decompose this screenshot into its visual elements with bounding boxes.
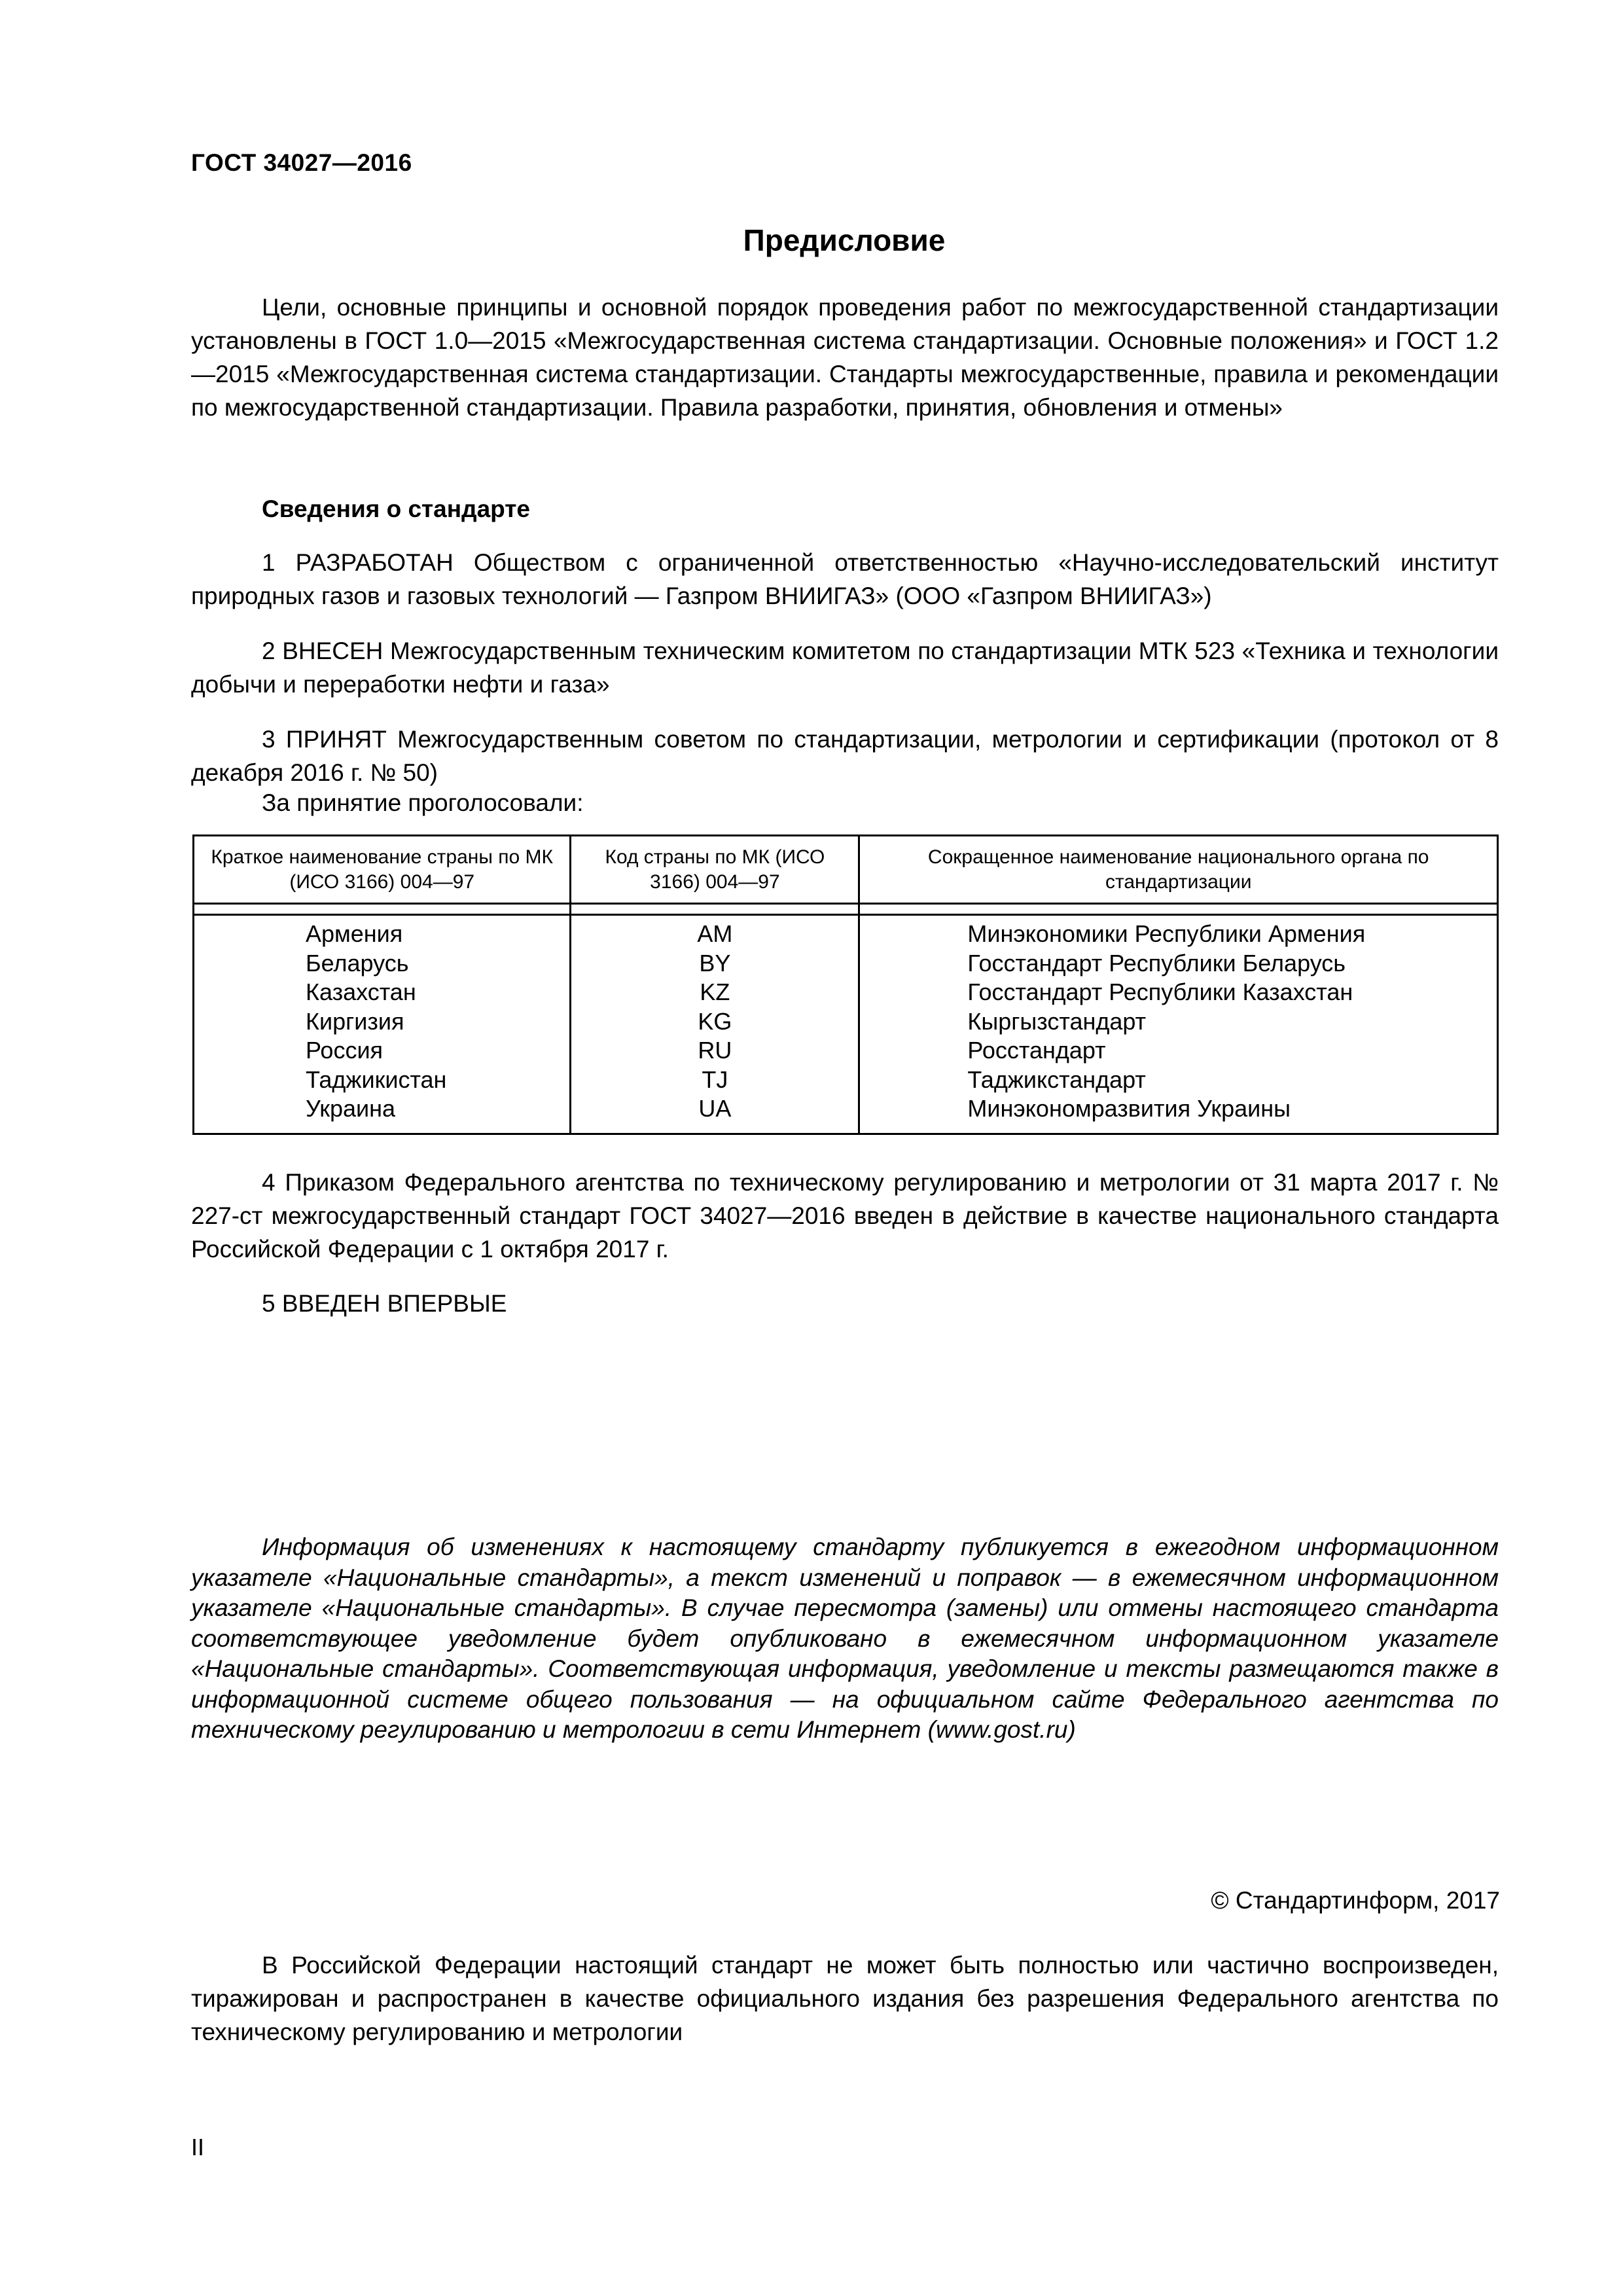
country-name: Армения [194, 915, 571, 949]
table-row [194, 915, 1498, 949]
standards-body: Кыргызстандарт [859, 1007, 1498, 1037]
standards-body: Минэкономики Республики Армения [859, 915, 1498, 949]
table-row [194, 1094, 1498, 1134]
info-item-developed: 1 РАЗРАБОТАН Обществом с ограниченной ответственностью «Научно-исследовательский институт природных газов и газовых технологий — Газпром ВНИИГАЗ» (ООО «Газпром ВНИИГАЗ») [191, 549, 1499, 609]
country-name: Украина [194, 1094, 571, 1134]
standards-body: Таджикстандарт [859, 1066, 1498, 1095]
standard-code-header: ГОСТ 34027—2016 [191, 149, 412, 176]
info-item-adopted: 3 ПРИНЯТ Межгосударственным советом по стандартизации, метрологии и сертификации (протокол от 8 декабря 2016 г. № 50) [191, 726, 1499, 786]
standards-body: Госстандарт Республики Беларусь [859, 949, 1498, 978]
voted-label: За принятие проголосовали: [262, 789, 584, 816]
country-code: KZ [571, 978, 859, 1007]
column-header-country-name: Краткое наименование страны по МК (ИСО 3166) 004—97 [194, 836, 571, 904]
copyright-line: © Стандартинформ, 2017 [1211, 1887, 1500, 1914]
country-code: BY [571, 949, 859, 978]
country-name: Киргизия [194, 1007, 571, 1037]
table-row [194, 1007, 1498, 1037]
table-header-row [194, 836, 1498, 904]
voting-countries-table [192, 834, 1499, 1135]
country-code: KG [571, 1007, 859, 1037]
country-code: UA [571, 1094, 859, 1134]
table-row [194, 1066, 1498, 1095]
table-row [194, 1036, 1498, 1066]
country-name: Таджикистан [194, 1066, 571, 1095]
header-double-rule [194, 904, 1498, 915]
reproduction-rights-paragraph: В Российской Федерации настоящий стандарт не может быть полностью или частично воспроизведен, тиражирован и распространен в качестве официального издания без разрешения Федерального агентства по техническому регулированию и метрологии [191, 1952, 1499, 2045]
info-item-enacted: 4 Приказом Федерального агентства по техническому регулированию и метрологии от 31 марта 2017 г. № 227-ст межгосударственный стандарт ГОСТ 34027—2016 введен в действие в качестве национального стандарта Российской Федерации с 1 октября 2017 г. [191, 1169, 1499, 1263]
country-code: RU [571, 1036, 859, 1066]
column-header-standards-body: Сокращенное наименование национального органа по стандартизации [859, 836, 1498, 904]
info-item-submitted: 2 ВНЕСЕН Межгосударственным техническим комитетом по стандартизации МТК 523 «Техника и технологии добычи и переработки нефти и газа» [191, 637, 1499, 698]
changes-notice-paragraph: Информация об изменениях к настоящему стандарту публикуется в ежегодном информационном указателе «Национальные стандарты», а текст изменений и поправок — в ежемесячном информационном указателе «Национальные стандарты». В случае пересмотра (замены) или отмены настоящего стандарта соответствующее уведомление будет опубликовано в ежемесячном информационном указателе «Национальные стандарты». Соответствующая информация, уведомление и тексты размещаются также в информационной системе общего пользования — на официальном сайте Федерального агентства по техническому регулированию и метрологии в сети Интернет (www.gost.ru) [191, 1534, 1499, 1743]
column-header-country-code: Код страны по МК (ИСО 3166) 004—97 [571, 836, 859, 904]
standards-body: Госстандарт Республики Казахстан [859, 978, 1498, 1007]
standards-body: Росстандарт [859, 1036, 1498, 1066]
foreword-title: Предисловие [743, 223, 946, 257]
foreword-intro-paragraph: Цели, основные принципы и основной порядок проведения работ по межгосударственной стандартизации установлены в ГОСТ 1.0—2015 «Межгосударственная система стандартизации. Основные положения» и ГОСТ 1.2—2015 «Межгосударственная система стандартизации. Стандарты межгосударственные, правила и рекомендации по межгосударственной стандартизации. Правила разработки, принятия, обновления и отмены» [191, 294, 1499, 421]
table-row [194, 949, 1498, 978]
page-number: II [191, 2134, 205, 2161]
table-row [194, 978, 1498, 1007]
standards-body: Минэкономразвития Украины [859, 1094, 1498, 1134]
country-name: Беларусь [194, 949, 571, 978]
info-item-first-introduced: 5 ВВЕДЕН ВПЕРВЫЕ [262, 1290, 507, 1317]
country-name: Казахстан [194, 978, 571, 1007]
country-code: TJ [571, 1066, 859, 1095]
standard-info-heading: Сведения о стандарте [262, 495, 530, 522]
country-code: AM [571, 915, 859, 949]
country-name: Россия [194, 1036, 571, 1066]
